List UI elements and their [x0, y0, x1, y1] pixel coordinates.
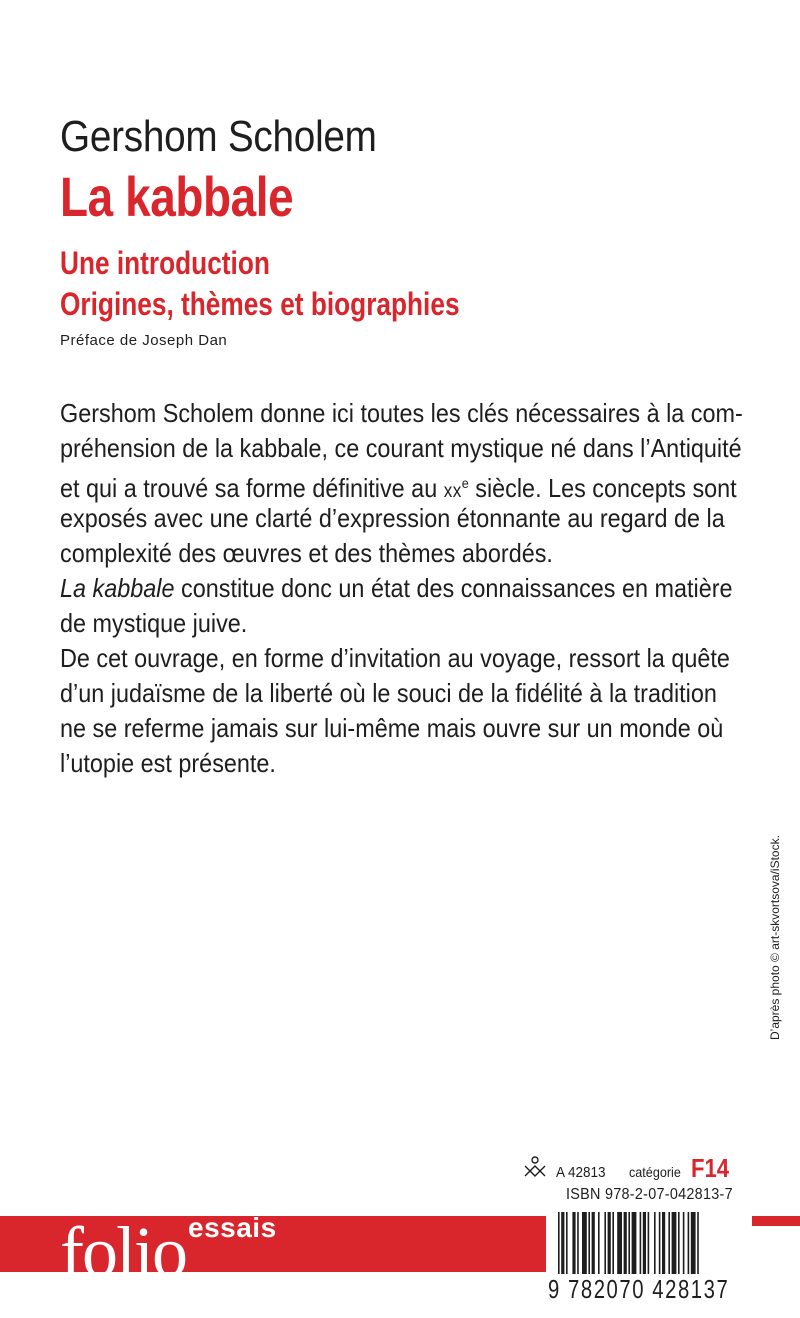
italic-title: La kabbale	[60, 573, 175, 603]
isbn-number: ISBN 978-2-07-042813-7	[566, 1186, 733, 1203]
blurb-line: ne se referme jamais sur lui-même mais ouvre sur un monde où	[60, 713, 724, 743]
century-numeral: xx	[443, 481, 462, 502]
barcode-bar	[640, 1212, 642, 1276]
blurb-line: d’un judaïsme de la liberté où le souci de la fidélité à la tradition	[60, 678, 717, 708]
category-label: catégorie	[629, 1164, 681, 1180]
barcode-bar	[612, 1212, 614, 1276]
catalog-row	[522, 1153, 735, 1183]
barcode-bar	[604, 1212, 606, 1276]
barcode-bar	[558, 1212, 560, 1276]
blurb-fragment: constitue donc un état des connaissances en matière	[174, 573, 733, 603]
barcode-bar	[598, 1212, 600, 1276]
barcode-bar	[624, 1212, 627, 1276]
publisher-logo-icon	[522, 1156, 548, 1180]
category-value: F14	[690, 1153, 729, 1183]
folio-logo-wordmark: folio	[60, 1212, 186, 1292]
essais-series-label: essais	[188, 1212, 277, 1243]
barcode-bar	[632, 1212, 637, 1276]
blurb-line: de mystique juive.	[60, 608, 248, 638]
blurb-line	[60, 466, 737, 503]
book-title: La kabbale	[60, 165, 294, 228]
barcode-bar	[566, 1212, 568, 1276]
barcode-bar	[561, 1212, 564, 1276]
century-superscript: e	[461, 475, 469, 491]
blurb-line: exposés avec une clarté d’expression étonnante au regard de la	[60, 503, 725, 533]
photo-credit: D’après photo © art-skvortsova/iStock.	[768, 835, 782, 1040]
barcode-bar	[654, 1212, 656, 1276]
barcode-bar	[608, 1212, 611, 1276]
barcode-bar	[662, 1212, 665, 1276]
catalog-code: A 42813	[556, 1164, 606, 1181]
blurb-line: préhension de la kabbale, ce courant mystique né dans l’Antiquité	[60, 433, 742, 463]
blurb-line: De cet ouvrage, en forme d’invitation au voyage, ressort la quête	[60, 643, 730, 673]
barcode-bar	[572, 1212, 575, 1276]
author-name: Gershom Scholem	[60, 112, 377, 161]
barcode	[548, 1212, 752, 1306]
subtitle-origins: Origines, thèmes et biographies	[60, 286, 460, 322]
blurb-line: Gershom Scholem donne ici toutes les clés nécessaires à la com-	[60, 398, 743, 428]
blurb-fragment: siècle. Les concepts sont	[468, 473, 737, 503]
blurb-line	[60, 571, 733, 606]
barcode-bar	[697, 1212, 699, 1276]
barcode-bar	[683, 1212, 685, 1276]
barcode-bar	[582, 1212, 587, 1276]
barcode-bar	[678, 1212, 680, 1276]
barcode-bar	[628, 1212, 630, 1276]
barcode-bar	[588, 1212, 590, 1276]
barcode-bar	[577, 1212, 579, 1276]
preface-credit: Préface de Joseph Dan	[60, 332, 228, 349]
barcode-bar	[592, 1212, 595, 1276]
subtitle-introduction: Une introduction	[60, 245, 270, 281]
barcode-bar	[648, 1212, 650, 1276]
blurb-line: complexité des œuvres et des thèmes abordés.	[60, 538, 553, 568]
barcode-bars	[548, 1212, 752, 1278]
blurb-text	[60, 396, 743, 781]
barcode-bar	[691, 1212, 696, 1276]
barcode-digits: 9 782070 428137	[548, 1274, 730, 1304]
barcode-bar	[617, 1212, 622, 1276]
blurb-fragment: et qui a trouvé sa forme définitive au	[60, 473, 444, 503]
blurb-line: l’utopie est présente.	[60, 748, 276, 778]
barcode-bar	[672, 1212, 677, 1276]
barcode-bar	[668, 1212, 670, 1276]
barcode-bar	[659, 1212, 661, 1276]
barcode-bar	[688, 1212, 690, 1276]
barcode-bar	[643, 1212, 646, 1276]
